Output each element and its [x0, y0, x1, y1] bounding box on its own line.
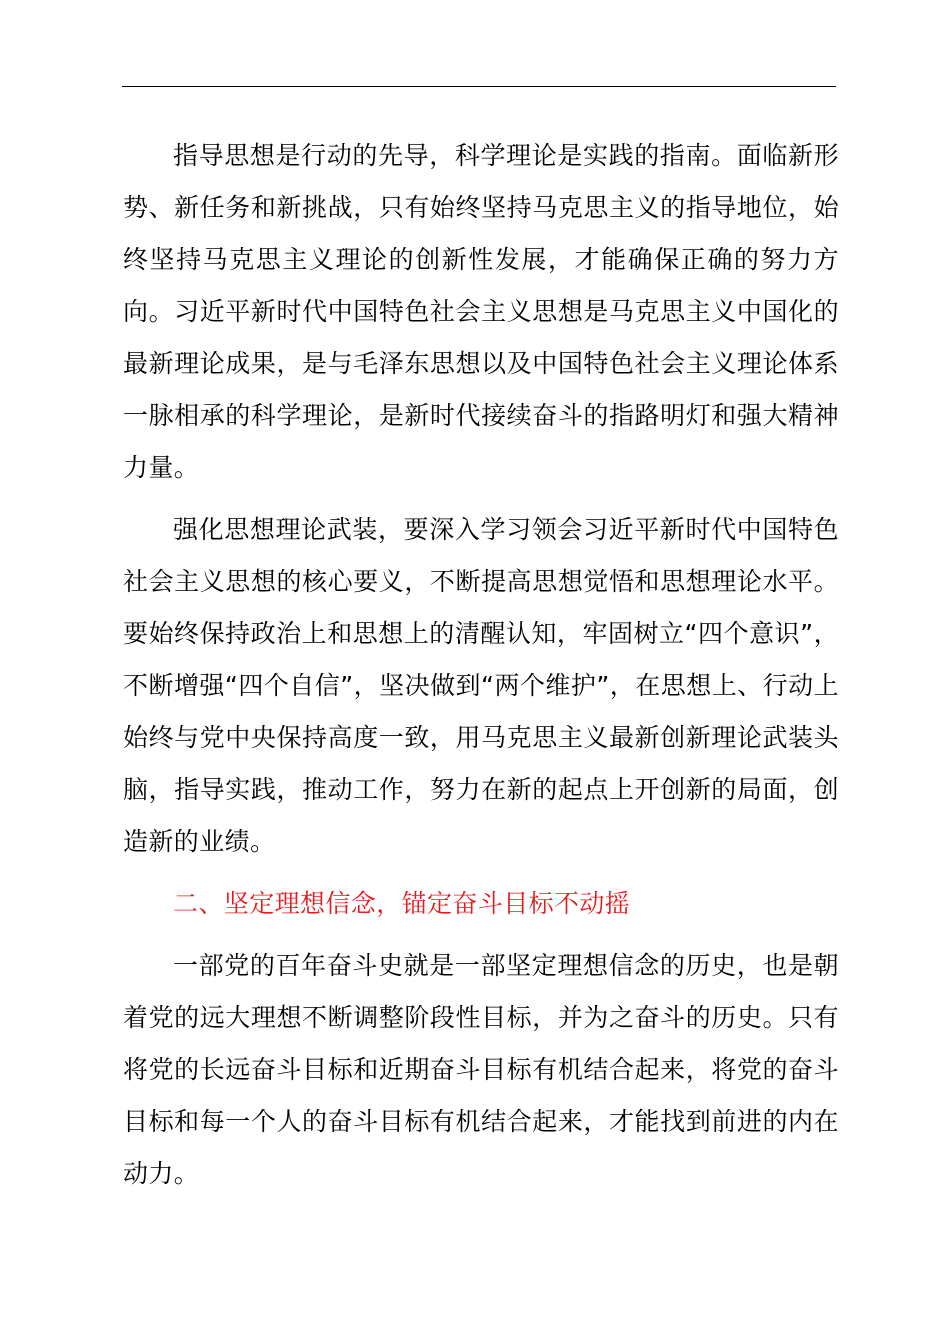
document-body	[123, 130, 839, 1210]
paragraph-ideals-and-convictions: 一部党的百年奋斗史就是一部坚定理想信念的历史，也是朝着党的远大理想不断调整阶段性目标，并为之奋斗的历史。只有将党的长远奋斗目标和近期奋斗目标有机结合起来，将党的奋斗目标和每一个人的奋斗目标有机结合起来，才能找到前进的内在动力。	[123, 951, 839, 1188]
paragraph-theoretical-armament: 强化思想理论武装，要深入学习领会习近平新时代中国特色社会主义思想的核心要义，不断提高思想觉悟和思想理论水平。要始终保持政治上和思想上的清醒认知，牢固树立“四个意识”，不断增强“四个自信”，坚决做到“两个维护”，在思想上、行动上始终与党中央保持高度一致，用马克思主义最新创新理论武装头脑，指导实践，推动工作，努力在新的起点上开创新的局面，创造新的业绩。	[123, 515, 839, 856]
section-heading: 二、坚定理想信念，锚定奋斗目标不动摇	[173, 889, 631, 918]
paragraph-guiding-ideology: 指导思想是行动的先导，科学理论是实践的指南。面临新形势、新任务和新挑战，只有始终坚持马克思主义的指导地位，始终坚持马克思主义理论的创新性发展，才能确保正确的努力方向。习近平新时代中国特色社会主义思想是马克思主义中国化的最新理论成果，是与毛泽东思想以及中国特色社会主义理论体系一脉相承的科学理论，是新时代接续奋斗的指路明灯和强大精神力量。	[123, 141, 839, 482]
header-rule	[122, 86, 836, 87]
